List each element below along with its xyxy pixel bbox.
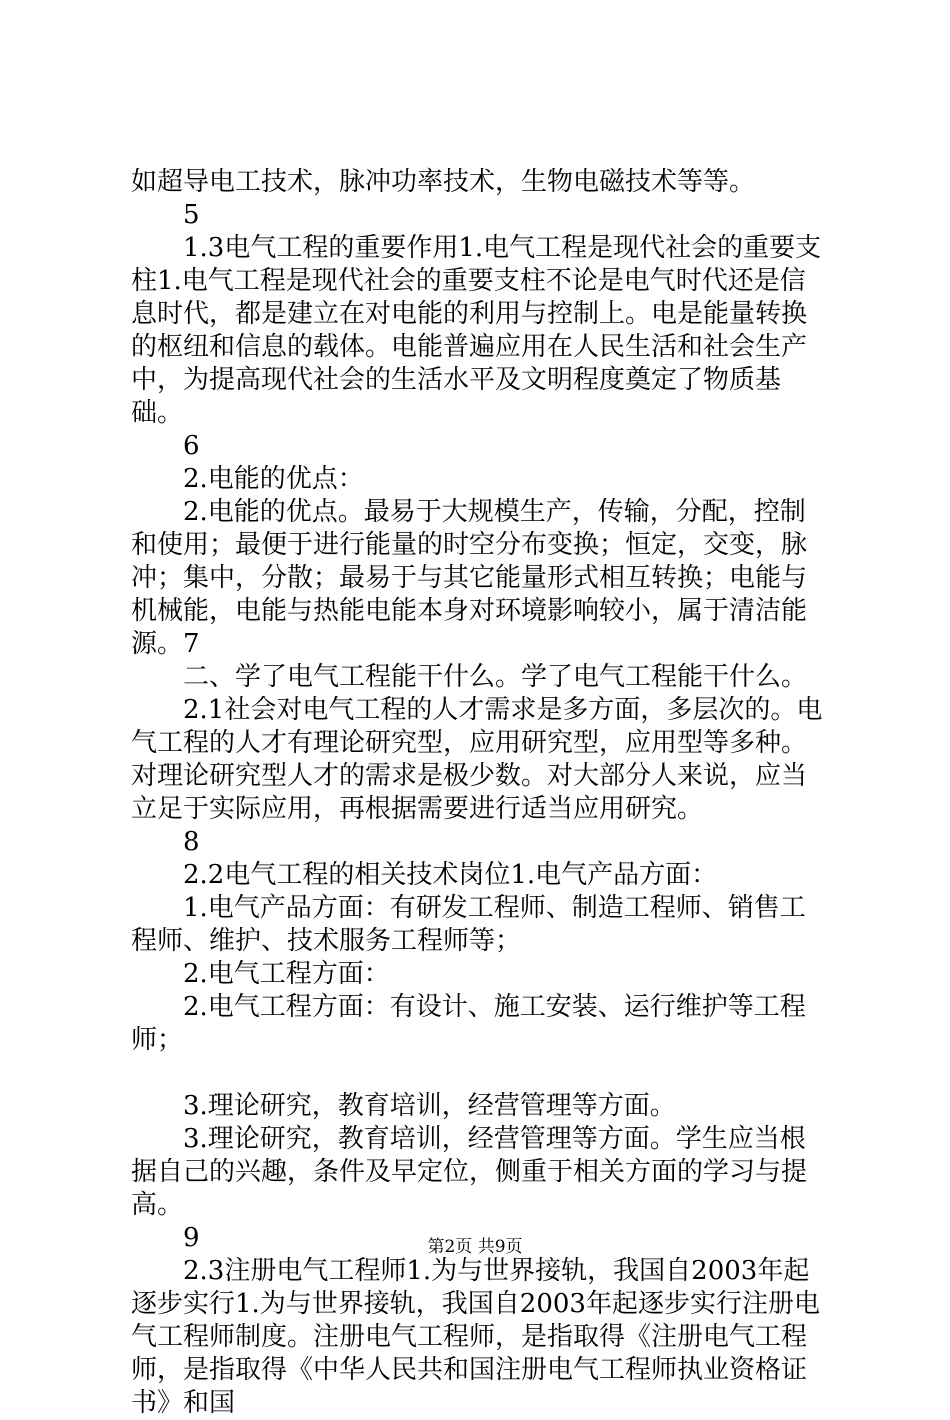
paragraph: 5 xyxy=(183,200,200,230)
paragraph: 2.2电气工程的相关技术岗位1.电气产品方面： xyxy=(183,860,718,890)
page-footer: 第2页 共9页 xyxy=(427,1237,523,1257)
paragraph: 2.3注册电气工程师1.为与世界接轨，我国自2003年起逐步实行1.为与世界接轨，我国自2003年起逐步实行注册电气工程师制度。注册电气工程师，是指取得《注册电气工程师，是指取得《中华人民共和国注册电气工程师执业资格证书》和国 xyxy=(131,1256,820,1418)
paragraph: 2.电能的优点。最易于大规模生产，传输，分配，控制和使用；最便于进行能量的时空分布变换；恒定，交变，脉冲；集中，分散；最易于与其它能量形式相互转换；电能与机械能，电能与热能电能本身对环境影响较小，属于清洁能源。7 xyxy=(131,497,808,659)
blank-line xyxy=(131,1057,831,1090)
paragraph: 如超导电工技术，脉冲功率技术，生物电磁技术等等。 xyxy=(131,167,756,197)
paragraph: 6 xyxy=(183,431,200,461)
paragraph: 二、学了电气工程能干什么。学了电气工程能干什么。 xyxy=(183,662,808,692)
paragraph: 8 xyxy=(183,827,200,857)
paragraph: 1.3电气工程的重要作用1.电气工程是现代社会的重要支柱1.电气工程是现代社会的重要支柱不论是电气时代还是信息时代，都是建立在对电能的利用与控制上。电是能量转换的枢纽和信息的载体。电能普遍应用在人民生活和社会生产中，为提高现代社会的生活水平及文明程度奠定了物质基础。 xyxy=(131,233,822,428)
paragraph: 2.电气工程方面： xyxy=(183,959,390,989)
paragraph: 2.电气工程方面：有设计、施工安装、运行维护等工程师； xyxy=(131,992,806,1055)
paragraph: 2.电能的优点： xyxy=(183,464,364,494)
paragraph: 9 xyxy=(183,1223,200,1253)
paragraph: 3.理论研究，教育培训，经营管理等方面。 xyxy=(183,1091,676,1121)
paragraph: 3.理论研究，教育培训，经营管理等方面。学生应当根据自己的兴趣，条件及早定位，侧重于相关方面的学习与提高。 xyxy=(131,1124,808,1220)
paragraph: 1.电气产品方面：有研发工程师、制造工程师、销售工程师、维护、技术服务工程师等； xyxy=(131,893,806,956)
paragraph: 2.1社会对电气工程的人才需求是多方面，多层次的。电气工程的人才有理论研究型，应用研究型，应用型等多种。对理论研究型人才的需求是极少数。对大部分人来说，应当立足于实际应用，再根据需要进行适当应用研究。 xyxy=(131,695,823,824)
